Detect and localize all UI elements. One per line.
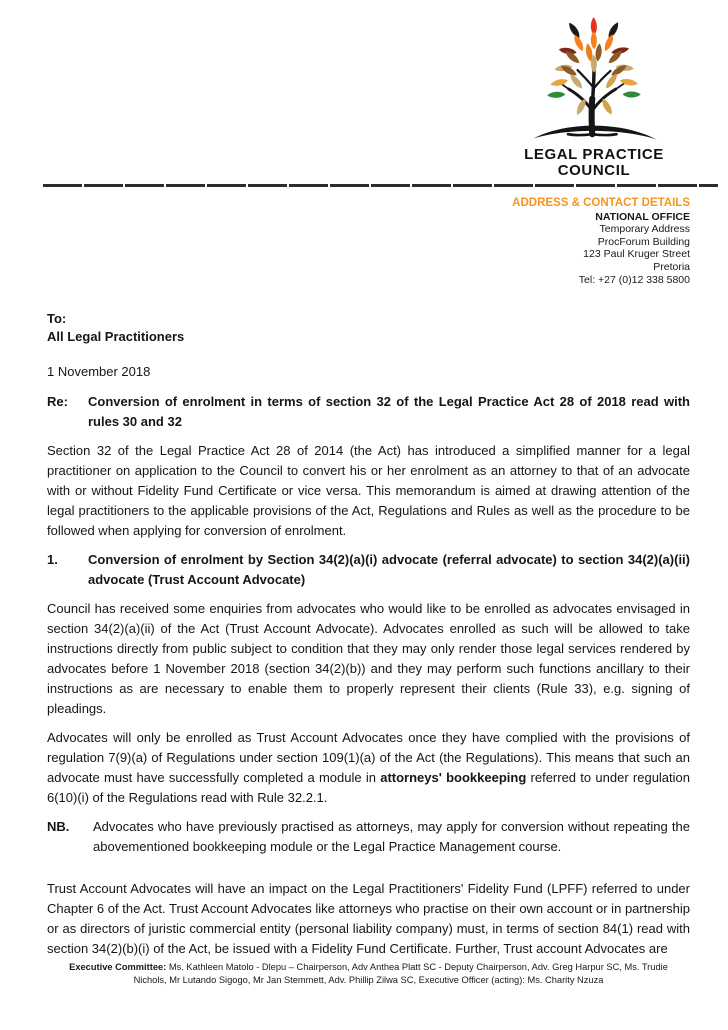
re-subject-row [47,392,690,432]
recipient: All Legal Practitioners [47,329,185,344]
contact-line: Temporary Address [599,223,690,236]
nb-note-row [47,817,690,857]
section-1-heading: Conversion of enrolment by Section 34(2)(a)(i) advocate (referral advocate) to section 34(2)(a)(ii) advocate (Trust Account Advocate) [88,552,690,587]
section-1-heading-row [47,550,690,590]
header-divider-line [43,184,718,187]
letter-date: 1 November 2018 [47,364,151,379]
footer-text: Ms. Kathleen Matolo - Dlepu – Chairperson, Adv Anthea Platt SC - Deputy Chairperson, Adv. Greg Harpur SC, Ms. Trudie Nichols, Mr Lutando Sigogo, Mr Jan Stemmett, Adv. Phillip Zilwa SC, Executive Officer (acting): Ms. Charity Nzuza [133,962,668,985]
addressee-block [47,310,690,346]
paragraph-4: Trust Account Advocates will have an impact on the Legal Practitioners' Fidelity Fund (LPFF) referred to under Chapter 6 of the Act. Trust Account Advocates like attorneys who practise on their own account or in partnership or as directors of juristic commercial entity (personal liability company) must, in terms of section 84(1) read with section 34(2)(b)(i) of the Act, be issued with a Fidelity Fund Certificate. Further, Trust account Advocates are [47,881,690,956]
section-1-number: 1. [47,552,58,567]
nb-label: NB. [47,819,70,834]
executive-committee-footer [47,961,690,987]
re-subject-text: Conversion of enrolment in terms of section 32 of the Legal Practice Act 28 of 2018 read with rules 30 and 32 [88,394,690,429]
paragraph-1: Section 32 of the Legal Practice Act 28 of 2014 (the Act) has introduced a simplified manner for a legal practitioner on application to the Council to convert his or her enrolment as an attorney to that of an advocate with or without Fidelity Fund Certificate or vice versa. This memorandum is aimed at drawing attention of the legal practitioners to the applicable provisions of the Act, Regulations and Rules as well as the procedure to be followed when applying for conversion of enrolment. [47,443,690,538]
contact-line: Pretoria [653,260,690,273]
paragraph-3-bold-phrase: attorneys' bookkeeping [380,770,527,785]
paragraph-3 [47,728,690,808]
footer-label: Executive Committee: [69,962,167,972]
letter-body [47,310,690,959]
nb-text: Advocates who have previously practised as attorneys, may apply for conversion without repeating the abovementioned bookkeeping module or the Legal Practice Management course. [93,819,690,854]
re-label: Re: [47,394,68,409]
tree-logo-icon [516,12,672,142]
logo-name-line2: COUNCIL [557,161,631,179]
paragraph-2: Council has received some enquiries from advocates who would like to be enrolled as advocates envisaged in section 34(2)(a)(ii) of the Act (Trust Account Advocate). Advocates enrolled as such will be allowed to take instructions directly from public subject to condition that they may only render those legal services rendered by advocates before 1 November 2018 (section 34(2)(b)) and they may perform such functions ancillary to their instructions as are necessary to enable them to properly represent their clients (Rule 33), e.g. signing of pleadings. [47,601,690,716]
contact-office: NATIONAL OFFICE [595,210,690,223]
contact-details-block [512,197,690,286]
paragraph-3-text: Advocates will only be enrolled as Trust Account Advocates once they have complied with the provisions of regulation 7(9)(a) of Regulations under section 109(1)(a) of the Act (the Regulations). This means that such an advocate must have successfully completed a module in [47,730,690,785]
contact-heading: ADDRESS & CONTACT DETAILS [512,197,690,209]
to-label: To: [47,311,67,326]
logo-name-line1: LEGAL PRACTICE [524,146,664,163]
lpc-logo [494,12,694,178]
paragraph-3-text-after: referred to under regulation 6(10)(i) of the Regulations read with Rule 32.2.1. [47,770,690,805]
contact-line: Tel: +27 (0)12 338 5800 [578,273,690,286]
contact-line: ProcForum Building [597,235,690,248]
contact-line: 123 Paul Kruger Street [583,248,690,261]
